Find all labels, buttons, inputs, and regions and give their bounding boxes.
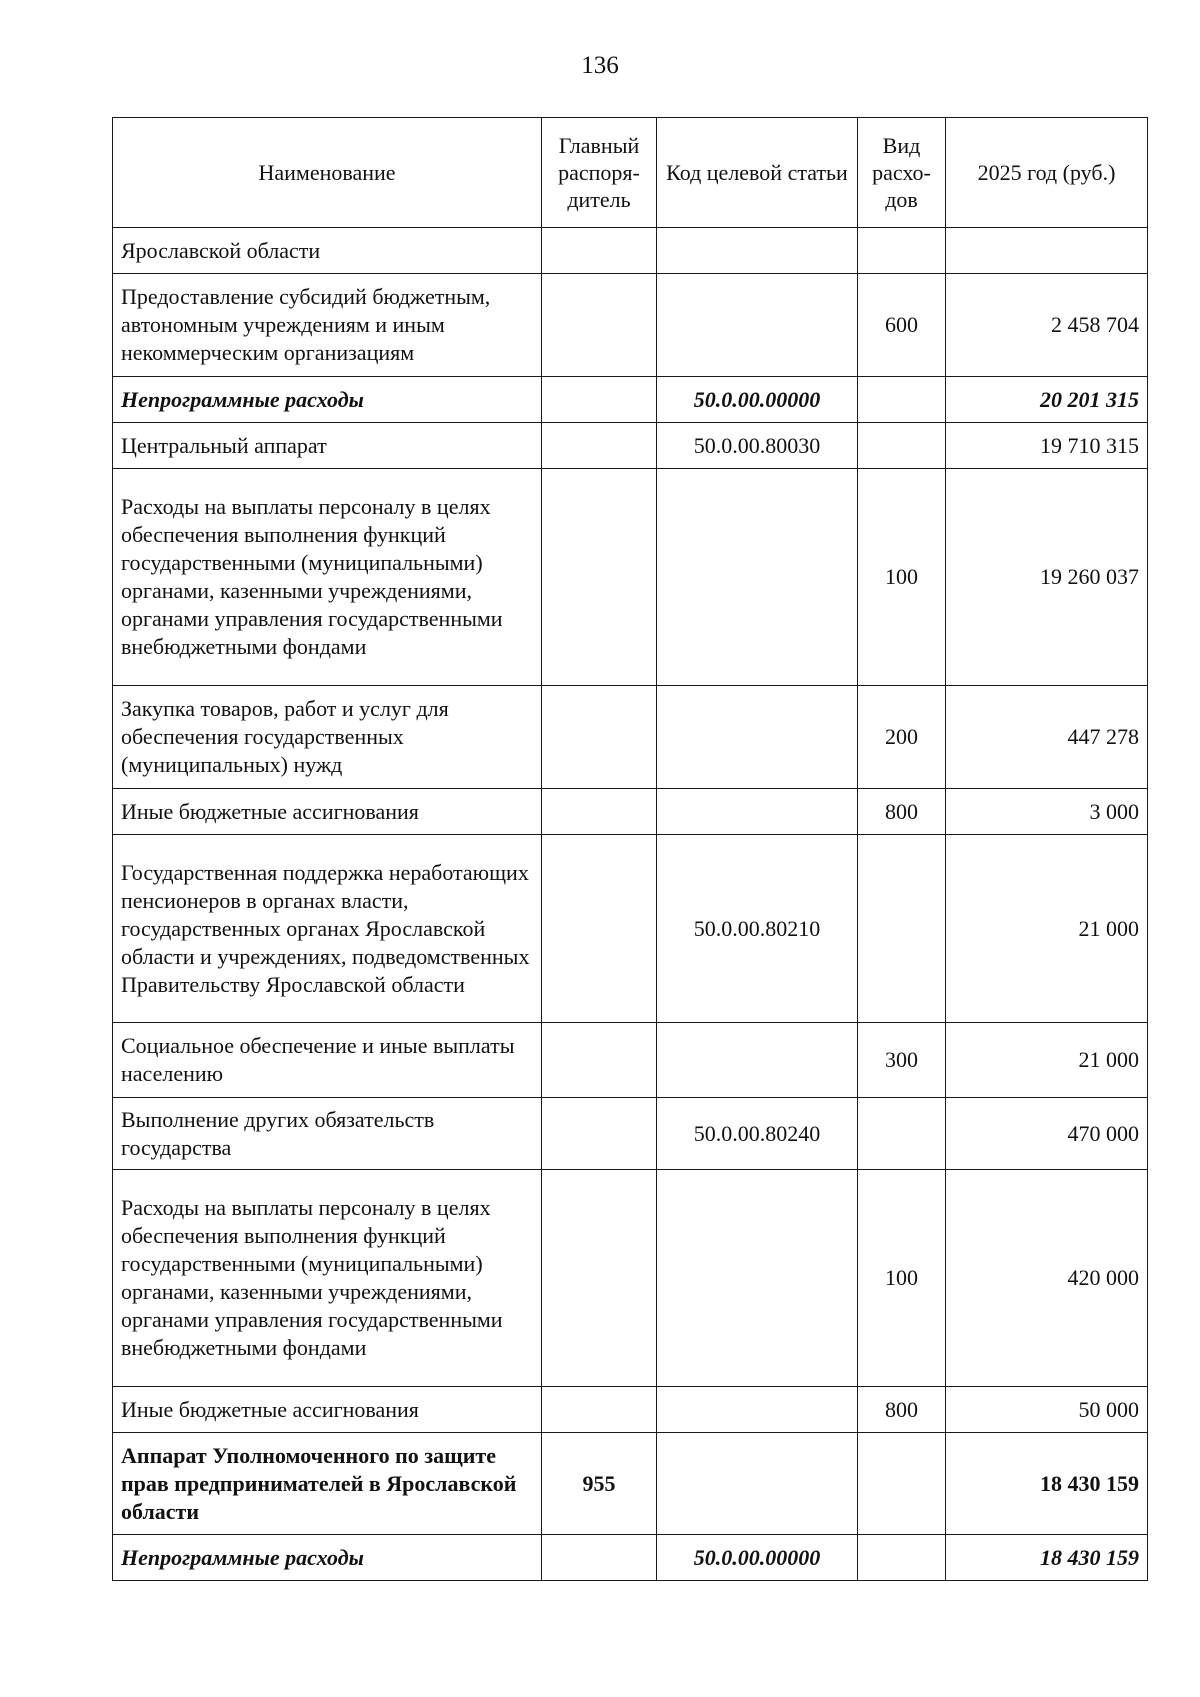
table-row: [113, 423, 1148, 469]
row-target-code: 50.0.00.80210: [657, 835, 858, 1023]
table-row: [113, 274, 1148, 377]
table-header-row: [113, 118, 1148, 228]
row-amount: 18 430 159: [946, 1433, 1148, 1535]
table-row: [113, 1433, 1148, 1535]
row-name: Ярославской области: [113, 228, 542, 274]
row-expense-type: [858, 423, 946, 469]
row-target-code: [657, 1433, 858, 1535]
table-row: [113, 377, 1148, 423]
row-amount: 2 458 704: [946, 274, 1148, 377]
table-row: [113, 1023, 1148, 1098]
row-name: Непрограммные расходы: [113, 377, 542, 423]
row-main-manager: [542, 1387, 657, 1433]
row-expense-type: [858, 377, 946, 423]
table-row: [113, 686, 1148, 789]
row-target-code: 50.0.00.80240: [657, 1098, 858, 1170]
budget-table: [112, 117, 1148, 1581]
row-main-manager: [542, 686, 657, 789]
table-row: [113, 835, 1148, 1023]
row-amount: 21 000: [946, 835, 1148, 1023]
row-name: Расходы на выплаты персоналу в целях обеспечения выполнения функций государственными (муниципальными) органами, казенными учреждениями, органами управления государственными внебюджетными фондами: [113, 469, 542, 686]
row-name: Непрограммные расходы: [113, 1535, 542, 1581]
row-expense-type: [858, 1098, 946, 1170]
row-target-code: 50.0.00.00000: [657, 1535, 858, 1581]
row-expense-type: 800: [858, 789, 946, 835]
row-target-code: 50.0.00.80030: [657, 423, 858, 469]
row-main-manager: [542, 228, 657, 274]
row-expense-type: 600: [858, 274, 946, 377]
row-main-manager: [542, 789, 657, 835]
row-name: Государственная поддержка неработающих пенсионеров в органах власти, государственных органах Ярославской области и учреждениях, подведомственных Правительству Ярославской области: [113, 835, 542, 1023]
row-amount: 470 000: [946, 1098, 1148, 1170]
row-expense-type: 100: [858, 1170, 946, 1387]
row-amount: 50 000: [946, 1387, 1148, 1433]
row-expense-type: [858, 228, 946, 274]
table-row: [113, 228, 1148, 274]
row-main-manager: [542, 423, 657, 469]
table-row: [113, 1387, 1148, 1433]
row-target-code: 50.0.00.00000: [657, 377, 858, 423]
table-row: [113, 1170, 1148, 1387]
row-name: Иные бюджетные ассигнования: [113, 1387, 542, 1433]
header-year-amount: 2025 год (руб.): [946, 118, 1148, 228]
row-name: Закупка товаров, работ и услуг для обеспечения государственных (муниципальных) нужд: [113, 686, 542, 789]
row-main-manager: [542, 1535, 657, 1581]
row-expense-type: 800: [858, 1387, 946, 1433]
row-amount: 20 201 315: [946, 377, 1148, 423]
row-target-code: [657, 228, 858, 274]
header-target-code: Код целевой статьи: [657, 118, 858, 228]
row-amount: 21 000: [946, 1023, 1148, 1098]
row-main-manager: [542, 1023, 657, 1098]
row-expense-type: 100: [858, 469, 946, 686]
row-name: Иные бюджетные ассигнования: [113, 789, 542, 835]
row-name: Выполнение других обязательств государства: [113, 1098, 542, 1170]
row-target-code: [657, 274, 858, 377]
table-row: [113, 469, 1148, 686]
row-expense-type: [858, 1433, 946, 1535]
row-main-manager: [542, 377, 657, 423]
table-row: [113, 1098, 1148, 1170]
row-amount: 420 000: [946, 1170, 1148, 1387]
row-target-code: [657, 686, 858, 789]
row-main-manager: [542, 274, 657, 377]
row-expense-type: 300: [858, 1023, 946, 1098]
row-main-manager: [542, 469, 657, 686]
row-main-manager: 955: [542, 1433, 657, 1535]
row-amount: 19 260 037: [946, 469, 1148, 686]
table-row: [113, 789, 1148, 835]
row-target-code: [657, 469, 858, 686]
row-target-code: [657, 1023, 858, 1098]
row-expense-type: 200: [858, 686, 946, 789]
row-amount: 19 710 315: [946, 423, 1148, 469]
row-amount: 18 430 159: [946, 1535, 1148, 1581]
row-main-manager: [542, 835, 657, 1023]
row-amount: 447 278: [946, 686, 1148, 789]
row-name: Расходы на выплаты персоналу в целях обеспечения выполнения функций государственными (муниципальными) органами, казенными учреждениями, органами управления государственными внебюджетными фондами: [113, 1170, 542, 1387]
header-name: Наименование: [113, 118, 542, 228]
header-expense-type: Вид расхо-дов: [858, 118, 946, 228]
row-expense-type: [858, 835, 946, 1023]
header-main-manager: Главный распоря-дитель: [542, 118, 657, 228]
row-expense-type: [858, 1535, 946, 1581]
row-name: Аппарат Уполномоченного по защите прав предпринимателей в Ярославской области: [113, 1433, 542, 1535]
row-name: Предоставление субсидий бюджетным, автономным учреждениям и иным некоммерческим организациям: [113, 274, 542, 377]
row-main-manager: [542, 1170, 657, 1387]
row-target-code: [657, 789, 858, 835]
table-row: [113, 1535, 1148, 1581]
row-amount: 3 000: [946, 789, 1148, 835]
page-number: 136: [581, 52, 619, 79]
row-amount: [946, 228, 1148, 274]
table-body: [113, 228, 1148, 1581]
row-name: Центральный аппарат: [113, 423, 542, 469]
row-target-code: [657, 1170, 858, 1387]
row-target-code: [657, 1387, 858, 1433]
row-main-manager: [542, 1098, 657, 1170]
row-name: Социальное обеспечение и иные выплаты населению: [113, 1023, 542, 1098]
